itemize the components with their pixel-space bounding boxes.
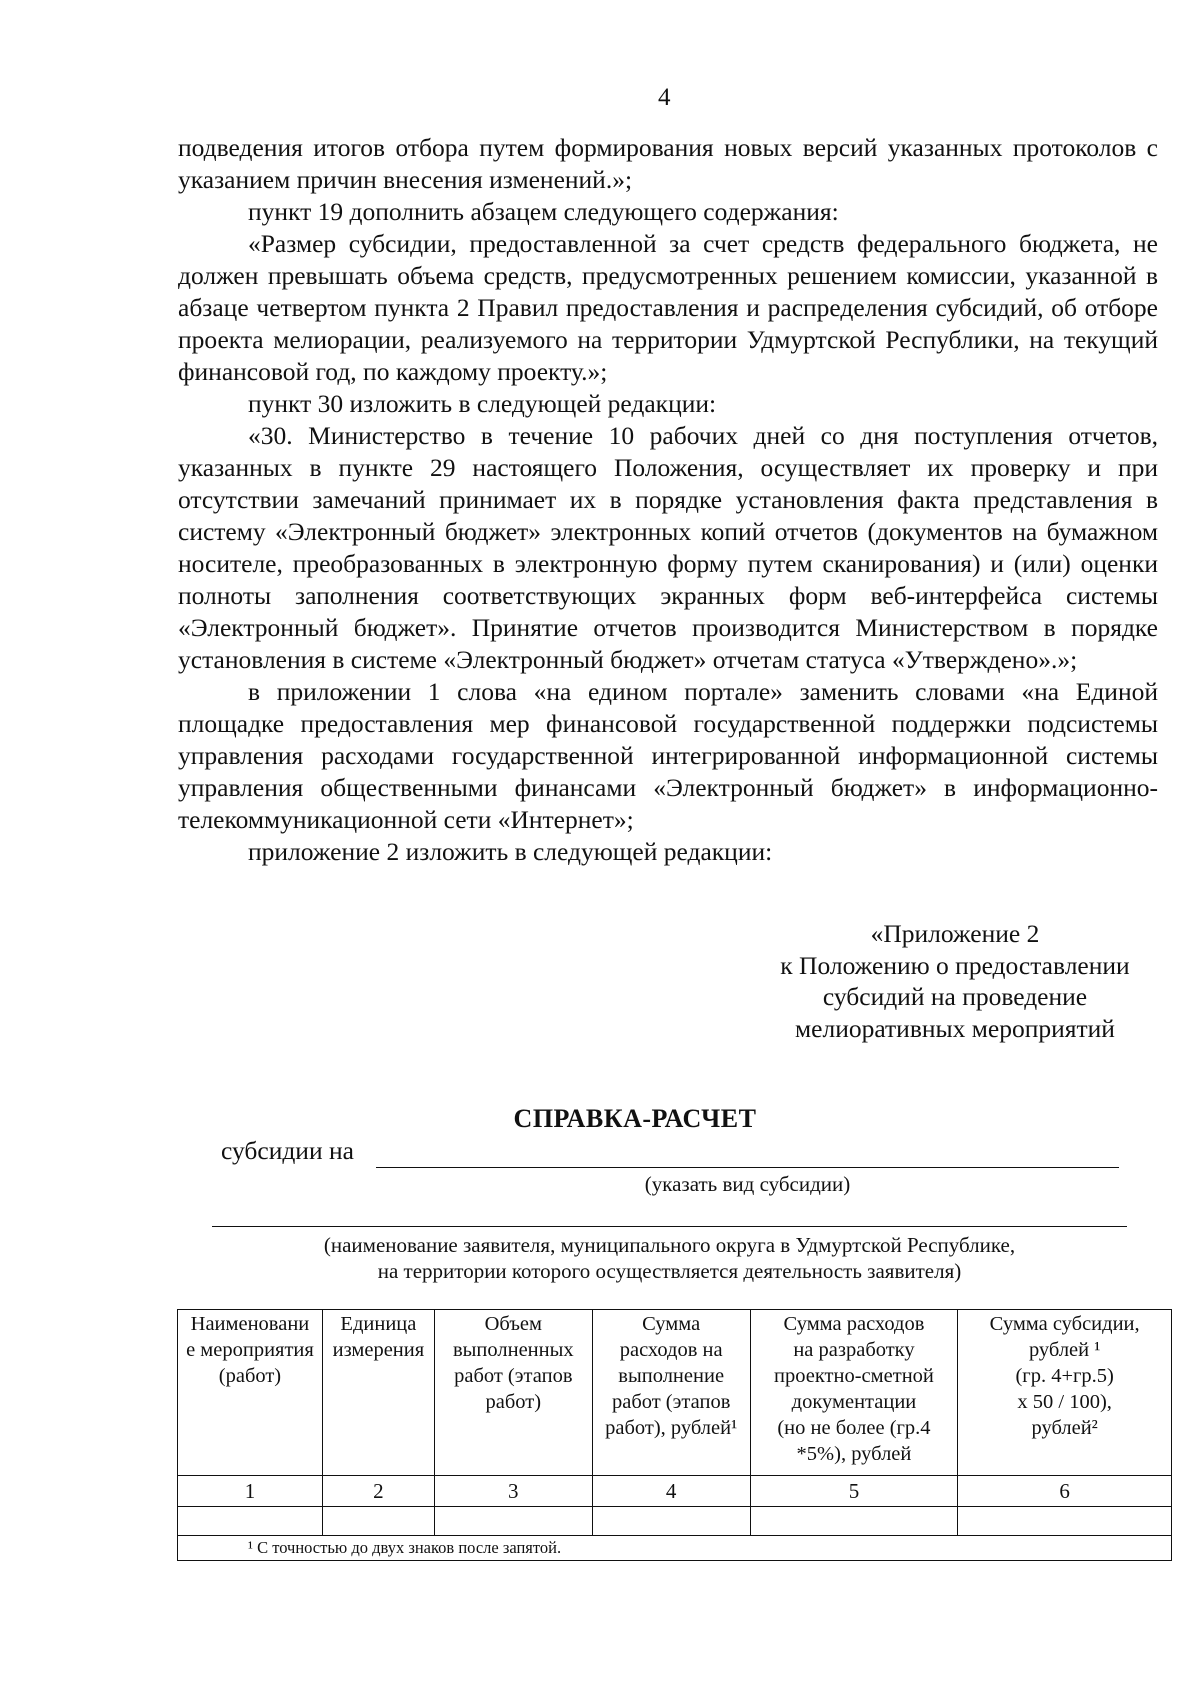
header-volume (434, 1310, 592, 1476)
header-line: рублей ¹ (1028, 1339, 1101, 1361)
applicant-blank (212, 1226, 1127, 1227)
column-number: 3 (434, 1476, 592, 1507)
column-number: 1 (178, 1476, 323, 1507)
header-line: выполненных (452, 1339, 574, 1361)
header-subsidy-sum (958, 1310, 1172, 1476)
header-line: работ (этапов (611, 1391, 731, 1413)
column-number: 4 (592, 1476, 750, 1507)
appendix-header (745, 918, 1165, 1044)
header-line: Наименовани (190, 1313, 310, 1335)
appendix-line: мелиоративных мероприятий (795, 1013, 1115, 1043)
applicant-hint-line: (наименование заявителя, муниципального округа в Удмуртской Республике, (323, 1233, 1016, 1257)
form-title: СПРАВКА-РАСЧЕТ (513, 1104, 757, 1133)
header-line: измерения (332, 1339, 425, 1361)
table-cell (958, 1507, 1172, 1536)
body-text (178, 132, 1158, 868)
header-line: работ), рублей¹ (605, 1417, 738, 1439)
header-line: выполнение (618, 1365, 725, 1387)
table-row (178, 1507, 1172, 1536)
header-line: работ (этапов (454, 1365, 573, 1387)
header-line: (но не более (гр.4 (777, 1417, 931, 1439)
table-cell (178, 1507, 323, 1536)
paragraph: «Размер субсидии, предоставленной за счет средств федерального бюджета, не должен превышать объема средств, предусмотренных решением комиссии, указанной в абзаце четвертом пункта 2 Правил предоставления и распределения субсидий, об отборе проекта мелиорации, реализуемого на территории Удмуртской Республики, на текущий финансовой год, по каждому проекту.»; (178, 229, 1158, 386)
header-line: е мероприятия (186, 1339, 314, 1361)
column-number: 5 (750, 1476, 958, 1507)
header-line: x 50 / 100), (1017, 1391, 1112, 1413)
paragraph: подведения итогов отбора путем формирования новых версий указанных протоколов с указанием причин внесения изменений.»; (178, 133, 1158, 194)
paragraph: «30. Министерство в течение 10 рабочих дней со дня поступления отчетов, указанных в пункте 29 настоящего Положения, осуществляет их проверку и при отсутствии замечаний принимает их в порядке установления факта представления в систему «Электронный бюджет» электронных копий отчетов (документов на бумажном носителе, преобразованных в электронную форму путем сканирования) и (или) оценки полноты заполнения соответствующих экранных форм веб-интерфейса системы «Электронный бюджет». Принятие отчетов производится Министерством в порядке установления в системе «Электронный бюджет» отчетам статуса «Утверждено».»; (178, 421, 1158, 674)
footnote: ¹ С точностью до двух знаков после запятой. (178, 1536, 1172, 1561)
calculation-table (177, 1309, 1172, 1561)
paragraph: в приложении 1 слова «на едином портале» заменить словами «на Единой площадке предоставления мер финансовой государственной поддержки подсистемы управления расходами государственной интегрированной информационной системы управления общественными финансами «Электронный бюджет» в информационно-телекоммуникационной сети «Интернет»; (178, 677, 1158, 834)
header-line: проектно-сметной (774, 1365, 934, 1387)
header-line: Единица (340, 1313, 417, 1335)
footnote-row (178, 1536, 1172, 1561)
header-line: (гр. 4+гр.5) (1015, 1365, 1114, 1387)
appendix-line: к Положению о предоставлении (780, 950, 1130, 980)
header-line: рублей² (1031, 1417, 1098, 1439)
paragraph: приложение 2 изложить в следующей редакции: (248, 837, 773, 866)
header-line: на разработку (793, 1339, 915, 1361)
header-line: расходов на (619, 1339, 723, 1361)
table-cell (322, 1507, 434, 1536)
header-unit (322, 1310, 434, 1476)
table-cell (592, 1507, 750, 1536)
subsidy-label: субсидии на (221, 1136, 354, 1165)
header-line: Сумма расходов (783, 1313, 925, 1335)
page-number: 4 (658, 84, 671, 111)
table-cell (434, 1507, 592, 1536)
paragraph: пункт 30 изложить в следующей редакции: (248, 389, 717, 418)
applicant-hint (212, 1232, 1127, 1284)
header-line: *5%), рублей (796, 1443, 912, 1465)
applicant-hint-line: на территории которого осуществляется деятельность заявителя) (377, 1259, 962, 1283)
header-activity-name (178, 1310, 323, 1476)
column-number-row (178, 1476, 1172, 1507)
header-line: (работ) (218, 1365, 282, 1387)
paragraph: пункт 19 дополнить абзацем следующего содержания: (248, 197, 839, 226)
table-header-row (178, 1310, 1172, 1476)
table-cell (750, 1507, 958, 1536)
column-number: 6 (958, 1476, 1172, 1507)
header-design-expense (750, 1310, 958, 1476)
subsidy-type-blank (376, 1167, 1119, 1168)
header-line: Сумма субсидии, (989, 1313, 1140, 1335)
header-line: Сумма (642, 1313, 701, 1335)
header-line: документации (791, 1391, 917, 1413)
subsidy-type-hint: (указать вид субсидии) (644, 1172, 851, 1196)
appendix-line: субсидий на проведение (822, 982, 1088, 1011)
appendix-line: «Приложение 2 (870, 919, 1040, 948)
header-line: Объем (484, 1313, 542, 1335)
column-number: 2 (322, 1476, 434, 1507)
header-expense-sum (592, 1310, 750, 1476)
header-line: работ) (485, 1391, 542, 1413)
